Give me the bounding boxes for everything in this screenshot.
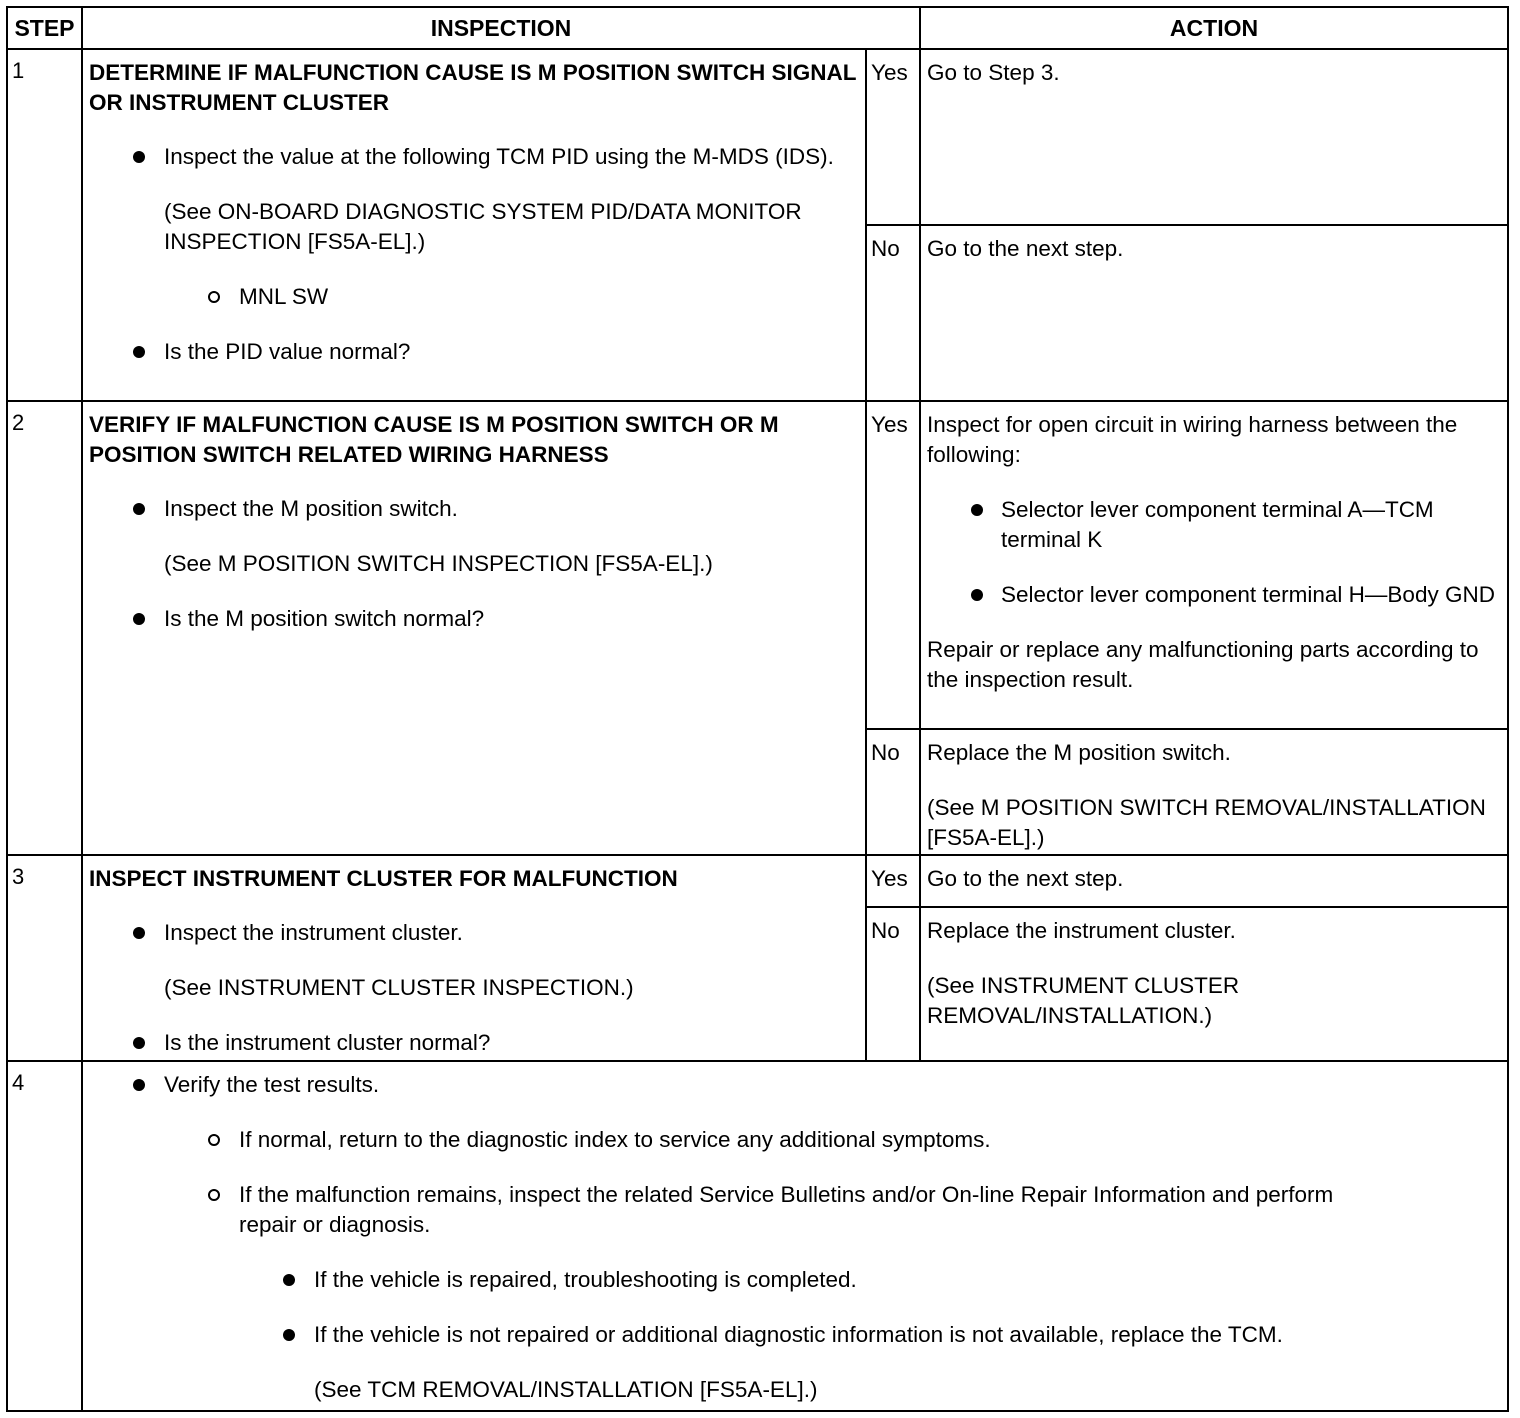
step-2-yes-item: Selector lever component terminal H—Body GND	[927, 580, 1501, 610]
step-4-reference: (See TCM REMOVAL/INSTALLATION [FS5A-EL].)	[314, 1377, 818, 1402]
step-2-bullet-2: Is the M position switch normal?	[89, 604, 859, 634]
step-3-no-text: Replace the instrument cluster.	[927, 918, 1236, 943]
step-2-title: VERIFY IF MALFUNCTION CAUSE IS M POSITION SWITCH OR M POSITION SWITCH RELATED WIRING HARNESS	[89, 412, 779, 467]
step-2-reference: (See M POSITION SWITCH INSPECTION [FS5A-EL].)	[164, 551, 713, 576]
step-2-inspection	[82, 401, 866, 855]
step-2-yes-outro: Repair or replace any malfunctioning parts according to the inspection result.	[927, 637, 1479, 692]
step-2-number: 2	[7, 401, 82, 855]
step-2-bullet-1: Inspect the M position switch.	[89, 494, 859, 524]
step-2-yes-intro: Inspect for open circuit in wiring harness between the following:	[927, 412, 1458, 467]
step-1-yes-label: Yes	[866, 49, 920, 225]
step-3-no-action	[920, 907, 1508, 1061]
step-2-no-reference: (See M POSITION SWITCH REMOVAL/INSTALLATION [FS5A-EL].)	[927, 795, 1486, 850]
step-4-sub-item-1: If normal, return to the diagnostic index to service any additional symptoms.	[89, 1125, 1501, 1155]
step-4-row	[7, 1061, 1508, 1411]
step-1-no-action: Go to the next step.	[920, 225, 1508, 401]
step-2-no-label: No	[866, 729, 920, 855]
step-1-yes-action: Go to Step 3.	[920, 49, 1508, 225]
step-3-title: INSPECT INSTRUMENT CLUSTER FOR MALFUNCTION	[89, 866, 678, 891]
header-action: ACTION	[920, 7, 1508, 49]
step-2-no-text: Replace the M position switch.	[927, 740, 1231, 765]
step-3-number: 3	[7, 855, 82, 1061]
header-step: STEP	[7, 7, 82, 49]
step-1-bullet-2: Is the PID value normal?	[89, 337, 859, 367]
step-1-bullet-1: Inspect the value at the following TCM PID using the M-MDS (IDS).	[89, 142, 859, 172]
step-2-yes-label: Yes	[866, 401, 920, 729]
step-1-yes-row	[7, 49, 1508, 225]
step-2-yes-action	[920, 401, 1508, 729]
step-2-yes-item: Selector lever component terminal A—TCM terminal K	[927, 495, 1501, 555]
step-3-yes-action: Go to the next step.	[920, 855, 1508, 907]
step-3-bullet-2: Is the instrument cluster normal?	[89, 1028, 859, 1058]
header-row	[7, 7, 1508, 49]
step-1-no-label: No	[866, 225, 920, 401]
step-4-subsub-item-2: If the vehicle is not repaired or additional diagnostic information is not available, replace the TCM.	[89, 1320, 1501, 1350]
step-4-inspection	[82, 1061, 1508, 1411]
step-3-yes-row	[7, 855, 1508, 907]
step-2-no-action	[920, 729, 1508, 855]
step-3-bullet-1: Inspect the instrument cluster.	[89, 918, 859, 948]
step-4-subsub-item-1: If the vehicle is repaired, troubleshooting is completed.	[89, 1265, 1501, 1295]
step-1-reference: (See ON-BOARD DIAGNOSTIC SYSTEM PID/DATA MONITOR INSPECTION [FS5A-EL].)	[164, 199, 802, 254]
step-1-title: DETERMINE IF MALFUNCTION CAUSE IS M POSITION SWITCH SIGNAL OR INSTRUMENT CLUSTER	[89, 60, 857, 115]
step-2-yes-row	[7, 401, 1508, 729]
step-1-number: 1	[7, 49, 82, 401]
step-3-no-label: No	[866, 907, 920, 1061]
step-4-bullet-1: Verify the test results.	[89, 1070, 1501, 1100]
step-3-inspection	[82, 855, 866, 1061]
step-1-sub-item: MNL SW	[89, 282, 859, 312]
step-4-number: 4	[7, 1061, 82, 1411]
step-3-reference: (See INSTRUMENT CLUSTER INSPECTION.)	[164, 975, 634, 1000]
troubleshooting-table	[6, 6, 1509, 1412]
step-3-yes-label: Yes	[866, 855, 920, 907]
step-1-inspection	[82, 49, 866, 401]
header-inspection: INSPECTION	[82, 7, 920, 49]
step-3-no-reference: (See INSTRUMENT CLUSTER REMOVAL/INSTALLATION.)	[927, 973, 1240, 1028]
step-4-sub-item-2: If the malfunction remains, inspect the related Service Bulletins and/or On-line Repair Information and perform repair or diagnosis.	[89, 1180, 1501, 1240]
